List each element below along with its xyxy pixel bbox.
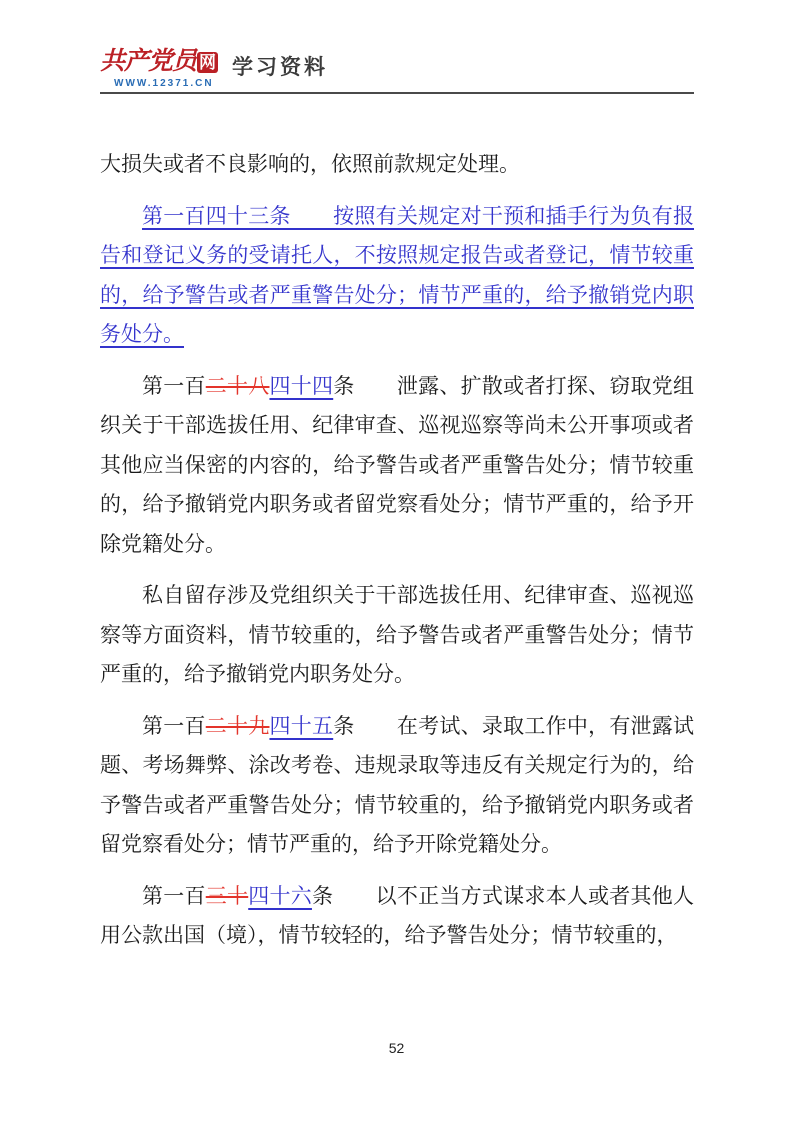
body-text: 条 泄露、扩散或者打探、窃取党组织关于干部选拔任用、纪律审查、巡视巡察等尚未公开事项或者其他应当保密的内容的，给予警告或者严重警告处分；情节较重的，给予撤销党内职务或者留党察看处分；情节严重的，给予开除党籍处分。	[100, 373, 695, 556]
body-text: 第一百	[142, 883, 206, 908]
inserted-text: 四十五	[269, 713, 334, 738]
paragraph	[100, 197, 694, 355]
logo-net-badge: 网	[199, 52, 217, 72]
header-subtitle: 学习资料	[232, 55, 329, 79]
body-text: 大损失或者不良影响的，依照前款规定处理。	[100, 152, 520, 176]
body-text: 条 以不正当方式谋求本人或者其他人用公款出国（境），情节较轻的，给予警告处分；情节较重的，	[100, 883, 695, 947]
inserted-text: 四十四	[269, 373, 334, 398]
body-text: 私自留存涉及党组织关于干部选拔任用、纪律审查、巡视巡察等方面资料，情节较重的，给予警告或者严重警告处分；情节严重的，给予撤销党内职务处分。	[100, 583, 694, 686]
paragraph	[100, 145, 694, 185]
document-body	[100, 145, 694, 968]
page-number: 52	[388, 1040, 405, 1056]
site-logo	[100, 48, 218, 89]
body-text: 条 在考试、录取工作中，有泄露试题、考场舞弊、涂改考卷、违规录取等违反有关规定行为的，给予警告或者严重警告处分；情节较重的，给予撤销党内职务或者留党察看处分；情节严重的，给予开除党籍处分。	[100, 713, 695, 856]
paragraph	[100, 367, 694, 565]
deleted-text: 三十	[205, 883, 249, 908]
logo-brand-text: 共产党员	[100, 48, 197, 75]
body-text: 第一百	[142, 713, 206, 738]
deleted-text: 二十八	[205, 373, 270, 398]
deleted-text: 二十九	[205, 713, 270, 738]
header-divider	[100, 92, 694, 94]
paragraph	[100, 877, 694, 956]
inserted-text: 第一百四十三条 按照有关规定对干预和插手行为负有报告和登记义务的受请托人，不按照规定报告或者登记，情节较重的，给予警告或者严重警告处分；情节严重的，给予撤销党内职务处分。	[100, 203, 694, 346]
logo-brand	[100, 48, 218, 76]
paragraph	[100, 576, 694, 695]
paragraph	[100, 707, 694, 865]
logo-url-text: WWW.12371.CN	[114, 78, 214, 89]
page-header	[100, 48, 694, 92]
body-text: 第一百	[142, 373, 206, 398]
inserted-text: 四十六	[248, 883, 312, 908]
